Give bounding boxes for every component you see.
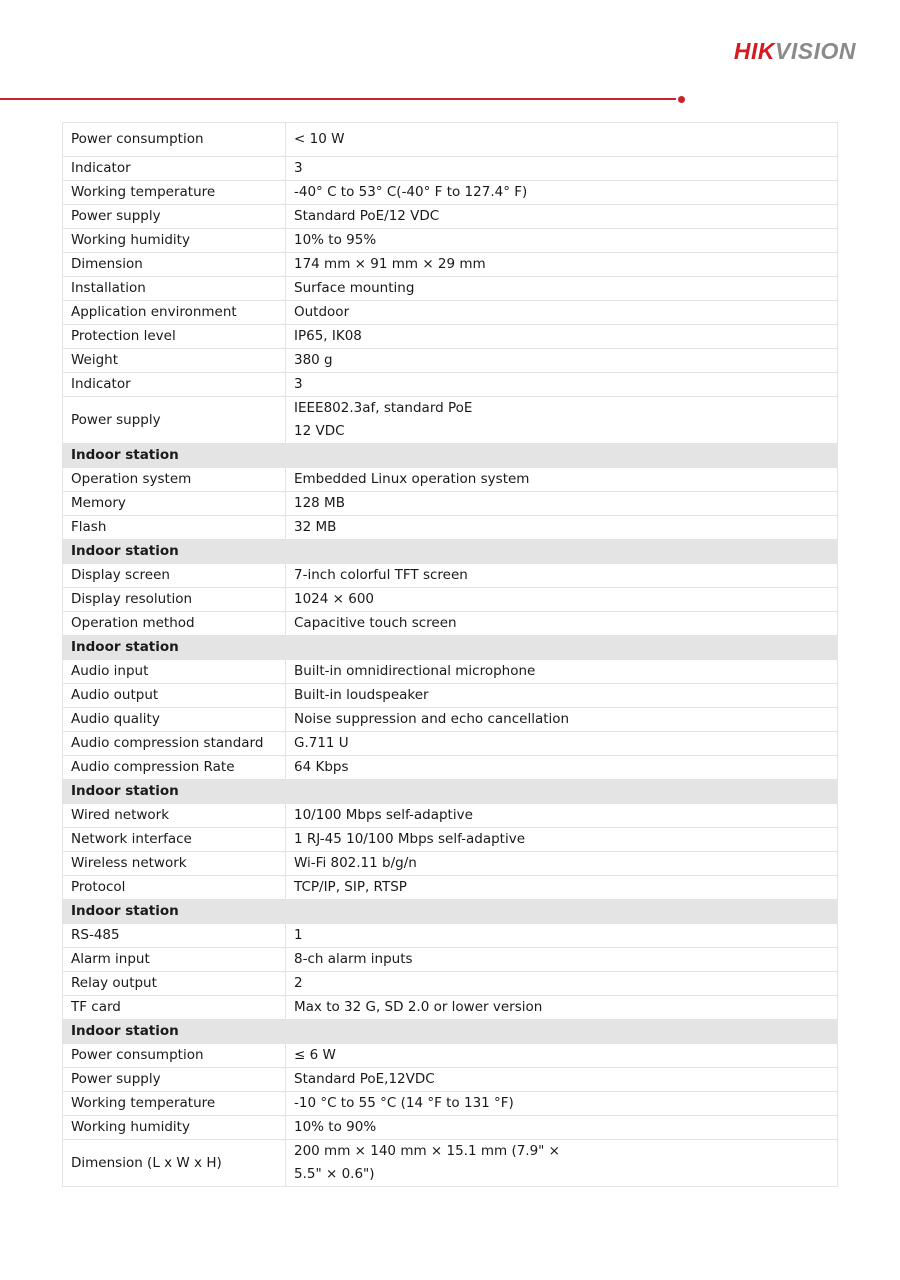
spec-label: Power supply — [63, 205, 286, 229]
table-row — [63, 301, 838, 325]
spec-value: 174 mm × 91 mm × 29 mm — [286, 253, 838, 277]
table-row — [63, 924, 838, 948]
spec-value: 32 MB — [286, 516, 838, 540]
section-title: Indoor station — [63, 1020, 838, 1044]
spec-label: Memory — [63, 492, 286, 516]
spec-value: 7-inch colorful TFT screen — [286, 564, 838, 588]
table-row — [63, 181, 838, 205]
table-row — [63, 1092, 838, 1116]
table-row — [63, 123, 838, 157]
table-row — [63, 1140, 838, 1187]
table-row — [63, 804, 838, 828]
spec-label: Protection level — [63, 325, 286, 349]
spec-value: 8-ch alarm inputs — [286, 948, 838, 972]
section-header — [63, 636, 838, 660]
table-row — [63, 516, 838, 540]
spec-value: 1 — [286, 924, 838, 948]
section-header — [63, 444, 838, 468]
table-row — [63, 397, 838, 444]
spec-value: -10 °C to 55 °C (14 °F to 131 °F) — [286, 1092, 838, 1116]
table-row — [63, 660, 838, 684]
spec-value: Surface mounting — [286, 277, 838, 301]
section-title: Indoor station — [63, 900, 838, 924]
spec-value: Wi-Fi 802.11 b/g/n — [286, 852, 838, 876]
spec-value: 10% to 95% — [286, 229, 838, 253]
table-row — [63, 349, 838, 373]
table-row — [63, 972, 838, 996]
spec-label: Display screen — [63, 564, 286, 588]
section-title: Indoor station — [63, 540, 838, 564]
spec-label: Audio input — [63, 660, 286, 684]
spec-value-line: 5.5" × 0.6") — [294, 1166, 375, 1182]
spec-label: Power consumption — [63, 1044, 286, 1068]
section-title: Indoor station — [63, 636, 838, 660]
table-row — [63, 492, 838, 516]
table-row — [63, 373, 838, 397]
spec-label: Wireless network — [63, 852, 286, 876]
spec-label: Alarm input — [63, 948, 286, 972]
table-row — [63, 828, 838, 852]
spec-value: 128 MB — [286, 492, 838, 516]
spec-value: 380 g — [286, 349, 838, 373]
logo-part-hik: HIK — [733, 38, 776, 64]
table-row — [63, 468, 838, 492]
spec-value: Standard PoE/12 VDC — [286, 205, 838, 229]
table-row — [63, 732, 838, 756]
spec-label: RS-485 — [63, 924, 286, 948]
spec-label: Audio compression standard — [63, 732, 286, 756]
spec-value-line: 12 VDC — [294, 423, 345, 439]
spec-value: 3 — [286, 157, 838, 181]
table-row — [63, 852, 838, 876]
spec-label: Installation — [63, 277, 286, 301]
spec-value: IP65, IK08 — [286, 325, 838, 349]
spec-value: G.711 U — [286, 732, 838, 756]
table-row — [63, 996, 838, 1020]
spec-label: Dimension (L x W x H) — [63, 1140, 286, 1187]
table-row — [63, 277, 838, 301]
spec-table — [62, 122, 838, 1187]
section-title: Indoor station — [63, 780, 838, 804]
table-row — [63, 253, 838, 277]
section-title: Indoor station — [63, 444, 838, 468]
spec-label: Flash — [63, 516, 286, 540]
header-divider-dot — [678, 96, 685, 103]
spec-label: Relay output — [63, 972, 286, 996]
spec-label: Application environment — [63, 301, 286, 325]
spec-value-line: 200 mm × 140 mm × 15.1 mm (7.9" × — [294, 1143, 560, 1159]
spec-value: Max to 32 G, SD 2.0 or lower version — [286, 996, 838, 1020]
spec-label: Audio compression Rate — [63, 756, 286, 780]
table-row — [63, 756, 838, 780]
spec-value: 2 — [286, 972, 838, 996]
spec-value: TCP/IP, SIP, RTSP — [286, 876, 838, 900]
spec-value: 3 — [286, 373, 838, 397]
logo-part-vision: VISION — [775, 38, 856, 64]
spec-label: Power consumption — [63, 123, 286, 157]
spec-label: Indicator — [63, 373, 286, 397]
spec-value — [286, 1140, 838, 1187]
spec-label: Network interface — [63, 828, 286, 852]
spec-label: Operation system — [63, 468, 286, 492]
table-row — [63, 229, 838, 253]
spec-value: Built-in omnidirectional microphone — [286, 660, 838, 684]
section-header — [63, 1020, 838, 1044]
spec-value: 1024 × 600 — [286, 588, 838, 612]
header-divider — [0, 98, 676, 100]
table-row — [63, 612, 838, 636]
spec-label: Power supply — [63, 1068, 286, 1092]
spec-label: Dimension — [63, 253, 286, 277]
table-row — [63, 325, 838, 349]
table-row — [63, 588, 838, 612]
spec-label: Audio quality — [63, 708, 286, 732]
spec-value: -40° C to 53° C(-40° F to 127.4° F) — [286, 181, 838, 205]
section-header — [63, 540, 838, 564]
spec-value: 64 Kbps — [286, 756, 838, 780]
spec-value — [286, 397, 838, 444]
spec-label: TF card — [63, 996, 286, 1020]
spec-label: Wired network — [63, 804, 286, 828]
spec-value: Capacitive touch screen — [286, 612, 838, 636]
spec-value: Standard PoE,12VDC — [286, 1068, 838, 1092]
spec-label: Protocol — [63, 876, 286, 900]
table-row — [63, 708, 838, 732]
table-row — [63, 948, 838, 972]
table-row — [63, 564, 838, 588]
spec-label: Working humidity — [63, 229, 286, 253]
spec-value: ≤ 6 W — [286, 1044, 838, 1068]
spec-label: Power supply — [63, 397, 286, 444]
spec-label: Working humidity — [63, 1116, 286, 1140]
spec-label: Operation method — [63, 612, 286, 636]
table-row — [63, 684, 838, 708]
spec-label: Indicator — [63, 157, 286, 181]
spec-value: Noise suppression and echo cancellation — [286, 708, 838, 732]
table-row — [63, 876, 838, 900]
spec-label: Audio output — [63, 684, 286, 708]
spec-label: Display resolution — [63, 588, 286, 612]
table-row — [63, 205, 838, 229]
spec-label: Weight — [63, 349, 286, 373]
table-row — [63, 1068, 838, 1092]
spec-value: < 10 W — [286, 123, 838, 157]
spec-value: 1 RJ-45 10/100 Mbps self-adaptive — [286, 828, 838, 852]
spec-label: Working temperature — [63, 181, 286, 205]
spec-value-line: IEEE802.3af, standard PoE — [294, 400, 473, 416]
section-header — [63, 900, 838, 924]
hikvision-logo — [734, 40, 856, 63]
table-row — [63, 1116, 838, 1140]
spec-label: Working temperature — [63, 1092, 286, 1116]
spec-value: 10/100 Mbps self-adaptive — [286, 804, 838, 828]
spec-value: 10% to 90% — [286, 1116, 838, 1140]
spec-value: Built-in loudspeaker — [286, 684, 838, 708]
table-row — [63, 157, 838, 181]
section-header — [63, 780, 838, 804]
spec-value: Outdoor — [286, 301, 838, 325]
table-row — [63, 1044, 838, 1068]
spec-value: Embedded Linux operation system — [286, 468, 838, 492]
